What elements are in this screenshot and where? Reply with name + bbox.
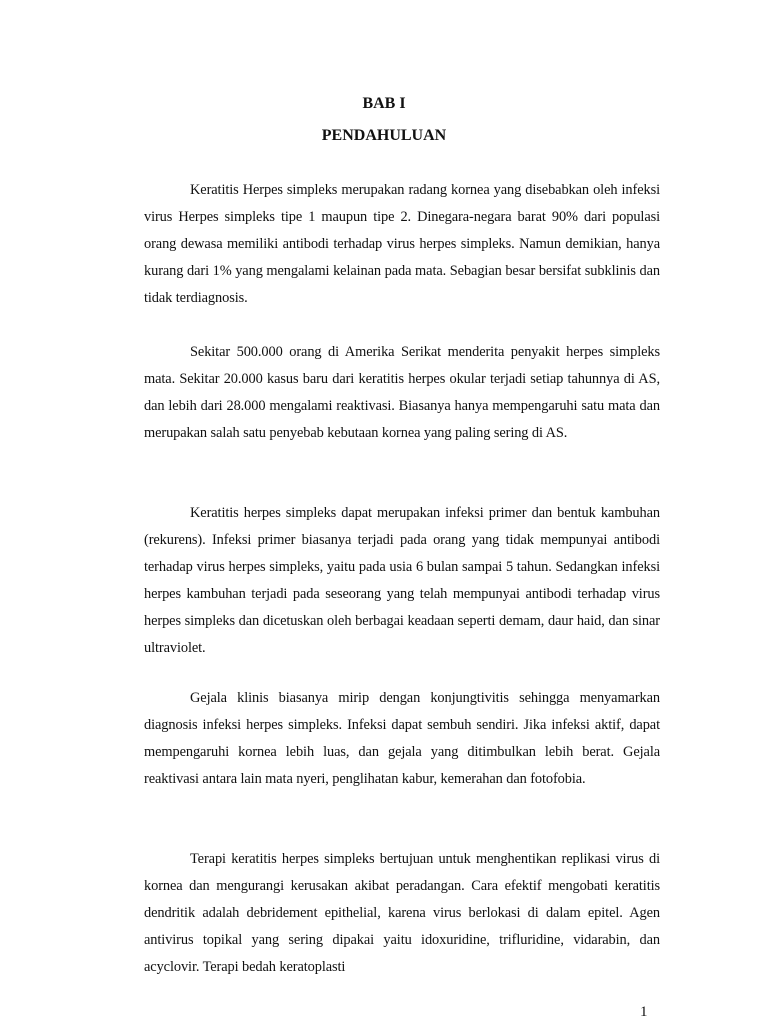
paragraph-5: Terapi keratitis herpes simpleks bertujuan untuk menghentikan replikasi virus di kornea dan mengurangi kerusakan akibat peradangan. Cara efektif mengobati keratitis dendritik adalah debridement epithelial, karena virus berlokasi di dalam epitel. Agen antivirus topikal yang sering dipakai yaitu idoxuridine, trifluridine, vidarabin, dan acyclovir. Terapi bedah keratoplasti [144, 851, 660, 975]
paragraph-4: Gejala klinis biasanya mirip dengan konjungtivitis sehingga menyamarkan diagnosis infeksi herpes simpleks. Infeksi dapat sembuh sendiri. Jika infeksi aktif, dapat mempengaruhi kornea lebih luas, dan gejala yang ditimbulkan lebih berat. Gejala reaktivasi antara lain mata nyeri, penglihatan kabur, kemerahan dan fotofobia. [144, 690, 660, 787]
paragraph-1: Keratitis Herpes simpleks merupakan radang kornea yang disebabkan oleh infeksi virus Herpes simpleks tipe 1 maupun tipe 2. Dinegara-negara barat 90% dari populasi orang dewasa memiliki antibodi terhadap virus herpes simpleks. Namun demikian, hanya kurang dari 1% yang mengalami kelainan pada mata. Sebagian besar bersifat subklinis dan tidak terdiagnosis. [144, 182, 660, 306]
paragraph-2: Sekitar 500.000 orang di Amerika Serikat menderita penyakit herpes simpleks mata. Sekitar 20.000 kasus baru dari keratitis herpes okular terjadi setiap tahunnya di AS, dan lebih dari 28.000 mengalami reaktivasi. Biasanya hanya mempengaruhi satu mata dan merupakan salah satu penyebab kebutaan kornea yang paling sering di AS. [144, 344, 660, 441]
chapter-heading: BAB I [362, 95, 406, 112]
paragraph-3: Keratitis herpes simpleks dapat merupakan infeksi primer dan bentuk kambuhan (rekurens). Infeksi primer biasanya terjadi pada orang yang tidak mempunyai antibodi terhadap virus herpes simpleks, yaitu pada usia 6 bulan sampai 5 tahun. Sedangkan infeksi herpes kambuhan terjadi pada seseorang yang telah mempunyai antibodi terhadap virus herpes simpleks dan dicetuskan oleh berbagai keadaan seperti demam, daur haid, dan sinar ultraviolet. [144, 505, 660, 656]
page-number: 1 [640, 1004, 648, 1020]
chapter-title: PENDAHULUAN [321, 127, 447, 144]
